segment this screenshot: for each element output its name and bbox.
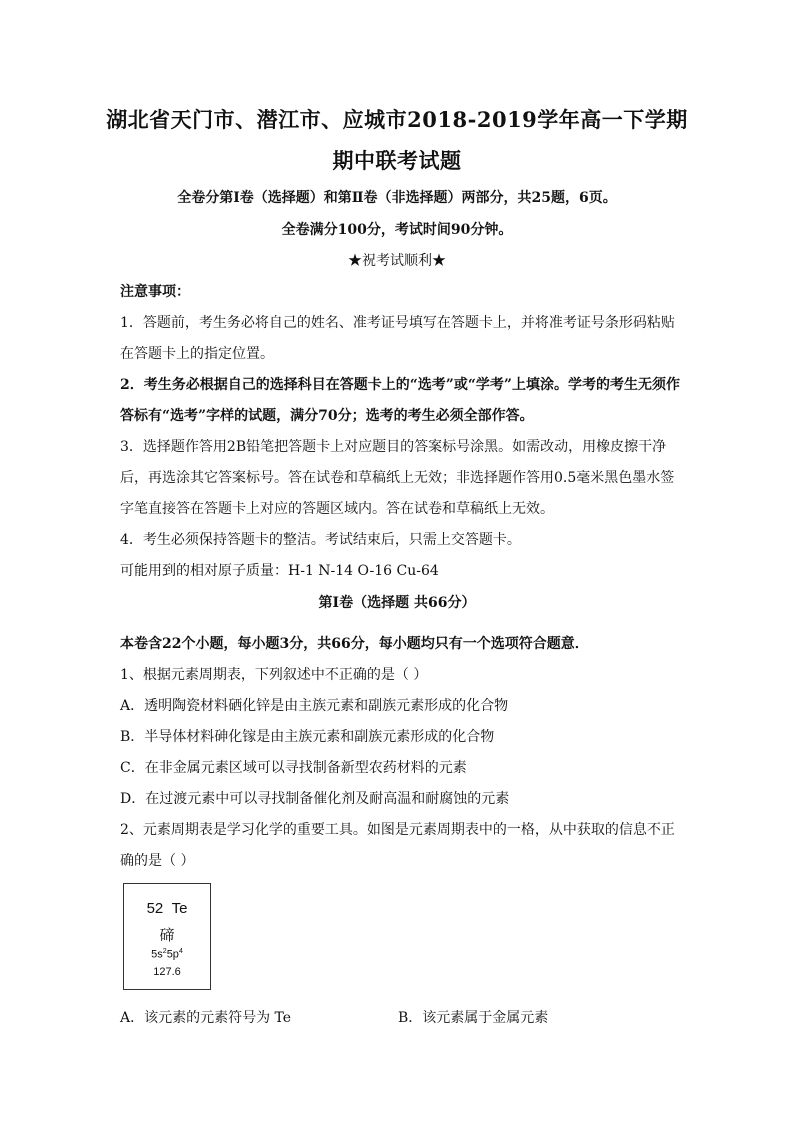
element-electron-config <box>124 948 210 961</box>
note-item4: 4．考生必须保持答题卡的整洁。考试结束后，只需上交答题卡。 <box>120 532 521 548</box>
note-item3-line2: 后，再选涂其它答案标号。答在试卷和草稿纸上无效；非选择题作答用0.5毫米黑色墨水签 <box>120 470 675 486</box>
note-item2-line2: 答标有“选考”字样的试题，满分70分；选考的考生必须全部作答。 <box>120 408 534 424</box>
section1-heading: 第Ⅰ卷（选择题 共66分） <box>318 595 476 611</box>
note-item3-line3: 字笔直接答在答题卡上对应的答题区域内。答在试卷和草稿纸上无效。 <box>120 501 554 517</box>
exam-info-line2: 全卷满分100分，考试时间90分钟。 <box>281 222 513 238</box>
q2-stem-line2: 确的是（ ） <box>120 853 195 869</box>
section1-intro: 本卷含22个小题，每小题3分，共66分，每小题均只有一个选项符合题意． <box>120 636 589 652</box>
q2-stem-line1: 2、元素周期表是学习化学的重要工具。如图是元素周期表中的一格，从中获取的信息不正 <box>120 822 675 838</box>
exam-title-line2: 期中联考试题 <box>332 148 462 173</box>
q1-option-c: C．在非金属元素区域可以寻找制备新型农药材料的元素 <box>120 760 467 776</box>
note-item3-line1: 3．选择题作答用2B铅笔把答题卡上对应题目的答案标号涂黑。如需改动，用橡皮擦干净 <box>120 439 667 455</box>
q1-option-b: B．半导体材料砷化镓是由主族元素和副族元素形成的化合物 <box>120 729 495 745</box>
q2-option-a: A．该元素的元素符号为 Te <box>120 1010 292 1026</box>
exam-wish: ★祝考试顺利★ <box>348 253 446 269</box>
config-sup2: 4 <box>178 948 183 955</box>
note-item1-line2: 在答题卡上的指定位置。 <box>120 346 274 362</box>
q2-option-b: B．该元素属于金属元素 <box>398 1010 549 1026</box>
q1-option-d: D．在过渡元素中可以寻找制备催化剂及耐高温和耐腐蚀的元素 <box>120 791 510 807</box>
config-sup1: 2 <box>162 948 167 955</box>
element-name: 碲 <box>159 927 175 944</box>
q1-option-a: A．透明陶瓷材料硒化锌是由主族元素和副族元素形成的化合物 <box>120 698 509 714</box>
q1-stem: 1、根据元素周期表，下列叙述中不正确的是（ ） <box>120 667 428 683</box>
periodic-table-cell <box>123 883 211 990</box>
note-item2-line1: 2．考生务必根据自己的选择科目在答题卡上的“选考”或“学考”上填涂。学考的考生无须作 <box>120 377 680 393</box>
config-part1: 5s <box>151 948 163 961</box>
config-part2: 5p <box>166 948 179 961</box>
exam-title-line1: 湖北省天门市、潜江市、应城市2018-2019学年高一下学期 <box>106 107 688 132</box>
atomic-mass-line: 可能用到的相对原子质量：H-1 N-14 O-16 Cu-64 <box>120 563 439 579</box>
note-item1-line1: 1．答题前，考生务必将自己的姓名、准考证号填写在答题卡上，并将准考证号条形码粘贴 <box>120 315 675 331</box>
exam-info-line1: 全卷分第Ⅰ卷（选择题）和第Ⅱ卷（非选择题）两部分，共25题，6页。 <box>177 190 617 206</box>
element-symbol: Te <box>171 900 188 917</box>
element-atomic-number: 52 <box>146 900 164 917</box>
element-atomic-mass: 127.6 <box>153 966 181 978</box>
notes-heading: 注意事项： <box>120 284 190 300</box>
element-number-symbol <box>124 900 210 917</box>
